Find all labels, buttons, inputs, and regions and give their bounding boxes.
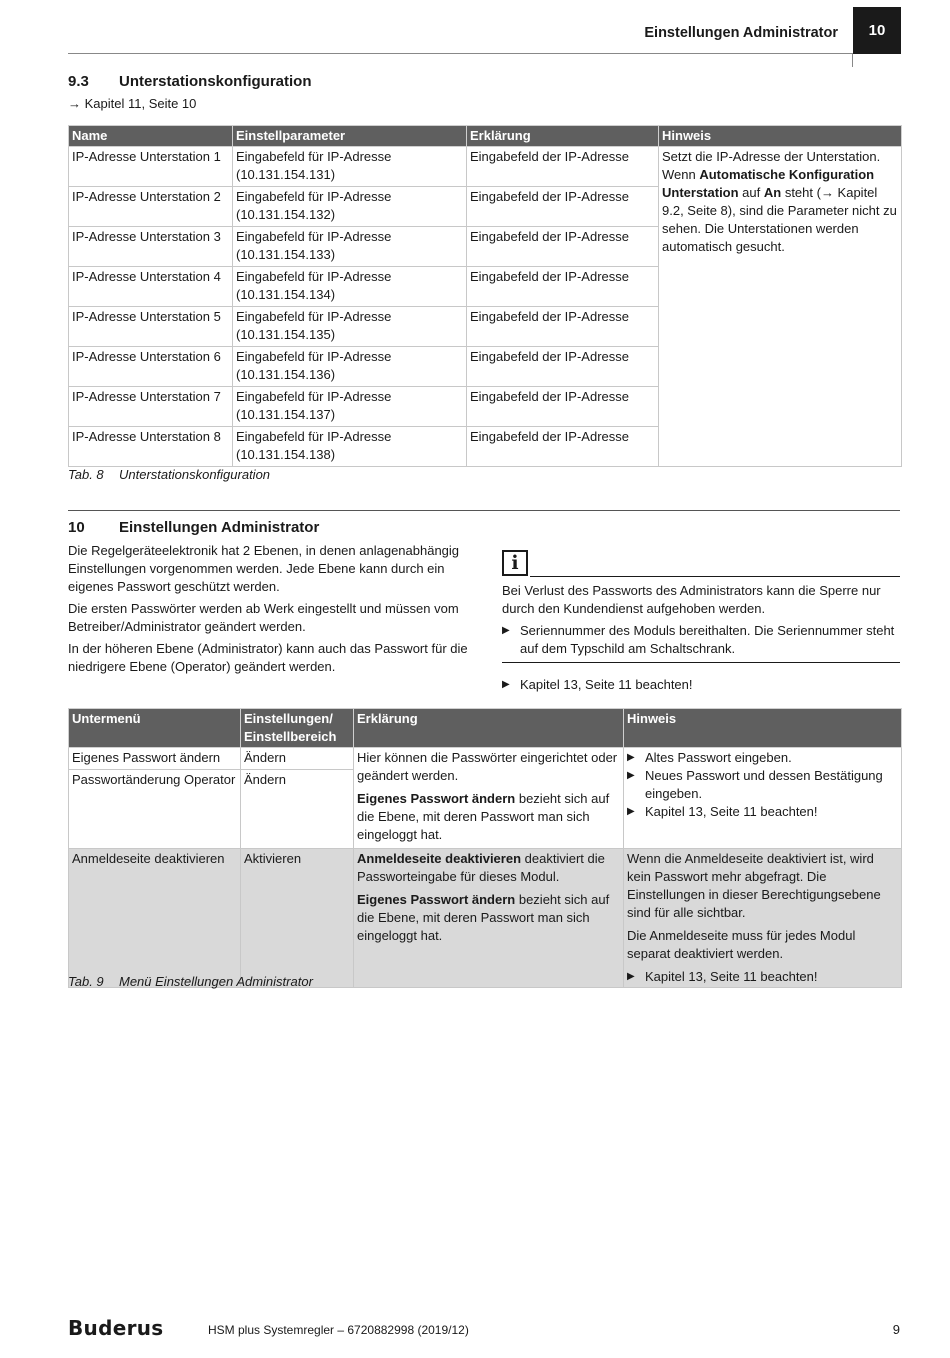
- section-10-heading: [68, 519, 319, 537]
- footer-document-id: HSM plus Systemregler – 6720882998 (2019/12): [208, 1323, 469, 1337]
- cell-explanation: Eingabefeld der IP-Adresse: [467, 267, 659, 307]
- cell-explanation: Eingabefeld der IP-Adresse: [467, 387, 659, 427]
- column-header-parameter: Einstellparameter: [233, 126, 467, 147]
- cell-name: IP-Adresse Unterstation 7: [69, 387, 233, 427]
- column-header-submenu: Untermenü: [69, 709, 241, 748]
- hint-bullet: [627, 803, 898, 821]
- column-header-settings: Einstellungen/ Einstellbereich: [241, 709, 354, 748]
- info-box-bottom-rule: [502, 662, 900, 663]
- section-title: Unterstationskonfiguration: [119, 73, 312, 90]
- table-row: [69, 849, 902, 988]
- section-divider: [68, 510, 900, 511]
- cell-explanation: Eingabefeld der IP-Adresse: [467, 187, 659, 227]
- caption-text: Menü Einstellungen Administrator: [119, 974, 313, 989]
- cell-parameter: Eingabefeld für IP-Adresse (10.131.154.135): [233, 307, 467, 347]
- cell-parameter: Eingabefeld für IP-Adresse (10.131.154.134): [233, 267, 467, 307]
- bullet-triangle-icon: ▶: [627, 971, 635, 982]
- body-paragraph: Die ersten Passwörter werden ab Werk eingestellt und müssen vom Betreiber/Administrator geändert werden.: [68, 601, 459, 634]
- cell-explanation: Eingabefeld der IP-Adresse: [467, 427, 659, 467]
- cell-parameter: Eingabefeld für IP-Adresse (10.131.154.137): [233, 387, 467, 427]
- section-number: 9.3: [68, 73, 89, 90]
- section-title: Einstellungen Administrator: [119, 519, 320, 536]
- hint-bullet-text: Altes Passwort eingeben.: [645, 750, 792, 765]
- cell-hint: [659, 147, 902, 467]
- hint-bullet: [627, 749, 898, 767]
- cell-name: IP-Adresse Unterstation 8: [69, 427, 233, 467]
- explanation-text: [357, 850, 620, 886]
- table-8-substation-config: [68, 125, 902, 467]
- section-9-3-heading: [68, 73, 312, 91]
- column-header-explanation: Erklärung: [467, 126, 659, 147]
- hint-bullet: [627, 968, 898, 986]
- body-paragraph: Die Regelgeräteelektronik hat 2 Ebenen, in denen anlagenabhängig Einstellungen vorgenommen werden. Jede Ebene kann durch ein eigenes Passwort geschützt werden.: [68, 543, 460, 594]
- explanation-text: [357, 891, 620, 945]
- cell-explanation: [354, 748, 624, 849]
- running-header-title: Einstellungen Administrator: [644, 25, 838, 41]
- cross-reference-link[interactable]: → Kapitel 11, Seite 10: [68, 96, 197, 111]
- info-box-top-rule: [530, 576, 900, 577]
- section-10-body: [68, 542, 468, 680]
- header-divider: [68, 53, 853, 54]
- cell-hint: [624, 849, 902, 988]
- cell-explanation: Eingabefeld der IP-Adresse: [467, 227, 659, 267]
- explanation-bold: Eigenes Passwort ändern: [357, 892, 516, 907]
- cell-name: IP-Adresse Unterstation 4: [69, 267, 233, 307]
- hint-text: Die Anmeldeseite muss für jedes Modul separat deaktiviert werden.: [627, 928, 856, 961]
- table-9-caption: [68, 973, 313, 991]
- info-box: [502, 582, 900, 658]
- cell-name: IP-Adresse Unterstation 1: [69, 147, 233, 187]
- info-icon: i: [502, 550, 528, 576]
- chapter-number-badge: 10: [853, 7, 901, 54]
- table-9-admin-settings: [68, 708, 902, 988]
- header-divider-tick: [852, 53, 853, 67]
- page-number: 9: [892, 1322, 900, 1337]
- explanation-text: Hier können die Passwörter eingerichtet oder geändert werden.: [357, 750, 618, 783]
- info-bullet: [502, 622, 900, 658]
- cell-explanation: Eingabefeld der IP-Adresse: [467, 347, 659, 387]
- caption-number: Tab. 9: [68, 974, 104, 989]
- instruction-bullet: [502, 676, 900, 694]
- table-header-row: [69, 709, 902, 748]
- table-row: [69, 748, 902, 770]
- explanation-rest: bezieht sich auf die Ebene, mit deren Passwort man sich eingeloggt hat.: [357, 791, 610, 842]
- table-row: [69, 147, 902, 187]
- column-header-explanation: Erklärung: [354, 709, 624, 748]
- section-number: 10: [68, 519, 85, 536]
- explanation-bold: Eigenes Passwort ändern: [357, 791, 516, 806]
- instruction-text: Kapitel 13, Seite 11 beachten!: [520, 677, 693, 692]
- cell-parameter: Eingabefeld für IP-Adresse (10.131.154.131): [233, 147, 467, 187]
- cell-setting: Ändern: [241, 770, 354, 849]
- cell-submenu: Eigenes Passwort ändern: [69, 748, 241, 770]
- column-header-hint: Hinweis: [659, 126, 902, 147]
- hint-bold-value: An: [763, 185, 782, 200]
- cell-submenu: Passwortänderung Operator: [69, 770, 241, 849]
- column-header-hint: Hinweis: [624, 709, 902, 748]
- cell-setting: Aktivieren: [241, 849, 354, 988]
- hint-text: Setzt die IP-Adresse der Unterstation. Wenn: [662, 149, 881, 182]
- table-8-caption: [68, 466, 270, 484]
- hint-bullet-text: Kapitel 13, Seite 11 beachten!: [645, 804, 818, 819]
- cell-submenu: Anmeldeseite deaktivieren: [69, 849, 241, 988]
- table-header-row: [69, 126, 902, 147]
- explanation-text: [357, 790, 620, 844]
- explanation-bold: Anmeldeseite deaktivieren: [357, 851, 522, 866]
- cell-name: IP-Adresse Unterstation 6: [69, 347, 233, 387]
- cell-name: IP-Adresse Unterstation 3: [69, 227, 233, 267]
- buderus-logo: Buderus: [68, 1316, 164, 1340]
- cell-setting: Ändern: [241, 748, 354, 770]
- bullet-triangle-icon: ▶: [627, 770, 635, 781]
- cell-hint: [624, 748, 902, 849]
- hint-bullet-text: Neues Passwort und dessen Bestätigung eingeben.: [645, 768, 883, 801]
- body-paragraph: In der höheren Ebene (Administrator) kann auch das Passwort für die niedrigere Ebene (Operator) geändert werden.: [68, 641, 468, 674]
- hint-text: steht (→ Kapitel 9.2, Seite 8), sind die Parameter nicht zu sehen. Die Unterstationen werden automatisch gesucht.: [662, 185, 897, 254]
- cell-explanation: Eingabefeld der IP-Adresse: [467, 307, 659, 347]
- bullet-triangle-icon: ▶: [502, 679, 510, 690]
- bullet-triangle-icon: ▶: [627, 752, 635, 763]
- cell-parameter: Eingabefeld für IP-Adresse (10.131.154.132): [233, 187, 467, 227]
- column-header-name: Name: [69, 126, 233, 147]
- cell-explanation: Eingabefeld der IP-Adresse: [467, 147, 659, 187]
- bullet-triangle-icon: ▶: [627, 806, 635, 817]
- hint-text: auf: [738, 185, 764, 200]
- hint-text: Wenn die Anmeldeseite deaktiviert ist, wird kein Passwort mehr abgefragt. Die Einstellungen in dieser Berechtigungsebene sind für alle sichtbar.: [627, 851, 881, 920]
- caption-number: Tab. 8: [68, 467, 104, 482]
- info-bullet-text: Seriennummer des Moduls bereithalten. Die Seriennummer steht auf dem Typschild am Schaltschrank.: [520, 623, 895, 656]
- cell-name: IP-Adresse Unterstation 5: [69, 307, 233, 347]
- hint-bold-setting: Automatische Konfiguration Unterstation: [662, 167, 875, 200]
- caption-text: Unterstationskonfiguration: [119, 467, 271, 482]
- cell-parameter: Eingabefeld für IP-Adresse (10.131.154.133): [233, 227, 467, 267]
- hint-bullet-text: Kapitel 13, Seite 11 beachten!: [645, 969, 818, 984]
- bullet-triangle-icon: ▶: [502, 625, 510, 636]
- info-text: Bei Verlust des Passworts des Administrators kann die Sperre nur durch den Kundendienst aufgehoben werden.: [502, 583, 881, 616]
- hint-bullet: [627, 767, 898, 803]
- explanation-rest: bezieht sich auf die Ebene, mit deren Passwort man sich eingeloggt hat.: [357, 892, 610, 943]
- cell-parameter: Eingabefeld für IP-Adresse (10.131.154.136): [233, 347, 467, 387]
- cell-explanation: [354, 849, 624, 988]
- cell-parameter: Eingabefeld für IP-Adresse (10.131.154.138): [233, 427, 467, 467]
- cell-name: IP-Adresse Unterstation 2: [69, 187, 233, 227]
- explanation-rest: deaktiviert die Passworteingabe für dieses Modul.: [357, 851, 605, 884]
